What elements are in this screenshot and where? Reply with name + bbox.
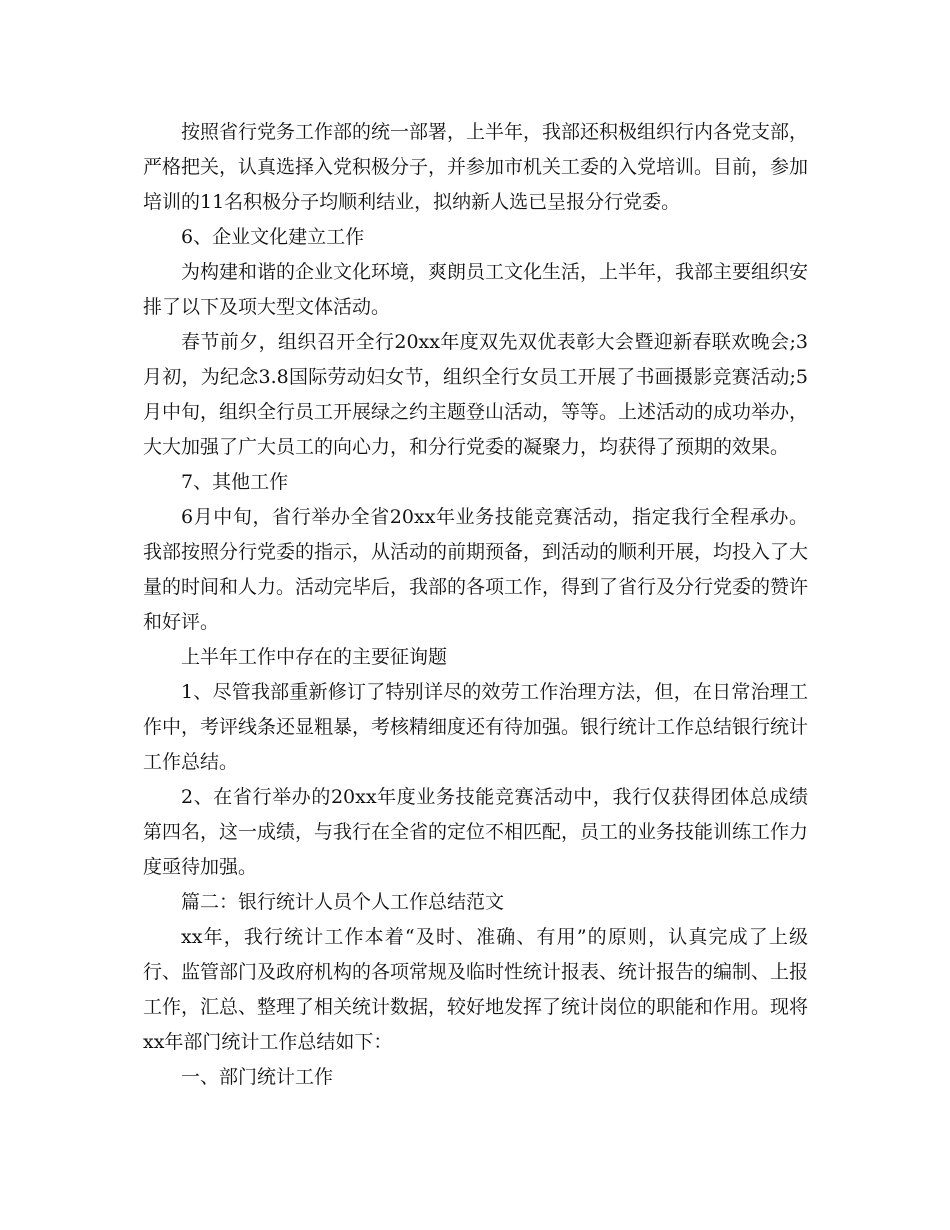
paragraph-culture-intro: 为构建和谐的企业文化环境，爽朗员工文化生活，上半年，我部主要组织安排了以下及项大型文体活动。 [143, 261, 809, 318]
paragraph-party-training: 按照省行党务工作部的统一部署，上半年，我部还积极组织行内各党支部，严格把关，认真选择入党积极分子，并参加市机关工委的入党培训。目前，参加培训的11名积极分子均顺利结业，拟纳新人选已呈报分行党委。 [143, 121, 809, 213]
paragraph-issue-2: 2、在省行举办的20xx年度业务技能竞赛活动中，我行仅获得团体总成绩第四名，这一成绩，与我行在全省的定位不相匹配，员工的业务技能训练工作力度亟待加强。 [143, 786, 809, 878]
paragraph-statistics-summary: xx年，我行统计工作本着“及时、准确、有用”的原则，认真完成了上级行、监管部门及政府机构的各项常规及临时性统计报表、统计报告的编制、上报工作，汇总、整理了相关统计数据，较好地发挥了统计岗位的职能和作用。现将xx年部门统计工作总结如下： [143, 926, 809, 1053]
document-body [143, 115, 808, 1095]
paragraph-issue-1: 1、尽管我部重新修订了特别详尽的效劳工作治理方法，但，在日常治理工作中，考评线条还显粗暴，考核精细度还有待加强。银行统计工作总结银行统计工作总结。 [143, 681, 809, 773]
heading-department-statistics: 一、部门统计工作 [181, 1066, 334, 1088]
heading-other-work: 7、其他工作 [181, 471, 289, 493]
paragraph-skills-competition: 6月中旬，省行举办全省20xx年业务技能竞赛活动，指定我行全程承办。我部按照分行党委的指示，从活动的前期预备，到活动的顺利开展，均投入了大量的时间和人力。活动完毕后，我部的各项工作，得到了省行及分行党委的赞许和好评。 [143, 506, 809, 633]
paragraph-culture-activities: 春节前夕，组织召开全行20xx年度双先双优表彰大会暨迎新春联欢晚会;3月初，为纪念3.8国际劳动妇女节，组织全行女员工开展了书画摄影竞赛活动;5月中旬，组织全行员工开展绿之约主题登山活动，等等。上述活动的成功举办，大大加强了广大员工的向心力，和分行党委的凝聚力，均获得了预期的效果。 [143, 331, 809, 458]
heading-article-two: 篇二：银行统计人员个人工作总结范文 [181, 891, 505, 913]
heading-main-issues: 上半年工作中存在的主要征询题 [181, 646, 448, 668]
heading-corporate-culture: 6、企业文化建立工作 [181, 226, 365, 248]
